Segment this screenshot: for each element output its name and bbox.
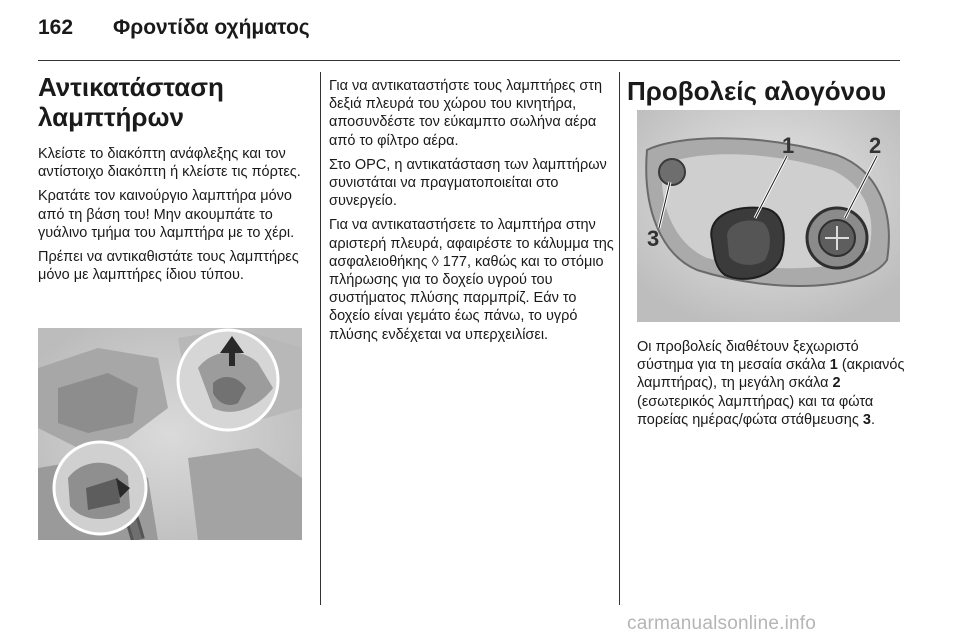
callout-label-3: 3 <box>647 226 660 251</box>
page-number: 162 <box>38 16 74 39</box>
left-side-text-cont: , καθώς και το στόμιο πλήρωσης για το δοχείο υγρού του συστήματος πλύσης παρμπρίζ. Εάν το δοχείο είναι γεμάτο έως πάνω, το υγρό πλύσης ενδέχεται να υπερχειλίσει. <box>329 253 604 343</box>
headlamp-text-part4: . <box>870 411 875 428</box>
column-divider-1 <box>320 72 321 605</box>
headlamp-text-part2: (ακριανός λαμπτήρας), τη μεγάλη σκάλα <box>637 357 905 392</box>
column-divider-2 <box>619 72 620 605</box>
callout-label-2: 2 <box>869 133 882 158</box>
header-divider <box>38 60 900 61</box>
paragraph-left-side <box>329 216 615 343</box>
col2-body <box>329 77 615 350</box>
ref-number-2: 2 <box>832 375 841 392</box>
heading-line-1: Αντικατάσταση <box>38 72 224 102</box>
page-title: Φροντίδα οχήματος <box>113 16 310 39</box>
bulb-removal-drawing <box>38 328 302 540</box>
ref-number-3: 3 <box>862 411 871 428</box>
bulb-removal-illustration <box>38 328 302 540</box>
paragraph-same-type: Πρέπει να αντικαθιστάτε τους λαμπτήρες μόνο με λαμπτήρες ίδιου τύπου. <box>38 249 299 284</box>
heading-line-2: λαμπτήρων <box>38 102 184 132</box>
section-heading-bulb-replacement <box>38 72 308 132</box>
ref-number-1: 1 <box>829 357 838 374</box>
paragraph-headlamp-system <box>637 338 905 429</box>
section-heading-halogen: Προβολείς αλογόνου <box>627 76 887 106</box>
paragraph-opc: Στο OPC, η αντικατάσταση των λαμπτήρων συνιστάται να πραγματοποιείται στο συνεργείο. <box>329 156 607 210</box>
page-reference-icon: ◊ <box>431 253 439 270</box>
watermark: carmanualsonline.info <box>627 613 817 634</box>
paragraph-ignition: Κλείστε το διακόπτη ανάφλεξης και τον αντίστοιχο διακόπτη ή κλείστε τις πόρτες. <box>38 146 301 181</box>
col1-body <box>38 145 314 290</box>
headlamp-drawing <box>637 110 900 322</box>
headlamp-illustration <box>637 110 900 322</box>
headlamp-text-part3: (εσωτερικός λαμπτήρας) και τα φώτα πορείας ημέρας/φώτα στάθμευσης <box>637 393 874 428</box>
callout-label-1: 1 <box>782 133 795 158</box>
col3-body <box>637 338 905 435</box>
paragraph-hold-bulb: Κρατάτε τον καινούργιο λαμπτήρα μόνο από τη βάση του! Μην ακουμπάτε το γυάλινο τμήμα του λαμπτήρα με το χέρι. <box>38 188 295 241</box>
headlamp-text-part1: Οι προβολείς διαθέτουν ξεχωριστό σύστημα για τη μεσαία σκάλα <box>637 339 859 374</box>
paragraph-right-side: Για να αντικαταστήστε τους λαμπτήρες στη δεξιά πλευρά του χώρου του κινητήρα, αποσυνδέστε τον εύκαμπτο σωλήνα αέρα από το φίλτρο αέρα. <box>329 78 603 149</box>
page-reference-link[interactable]: 177 <box>442 253 467 270</box>
left-side-text: Για να αντικαταστήσετε το λαμπτήρα στην αριστερή πλευρά, αφαιρέστε το κάλυμμα της ασφαλειοθήκης <box>329 217 614 270</box>
